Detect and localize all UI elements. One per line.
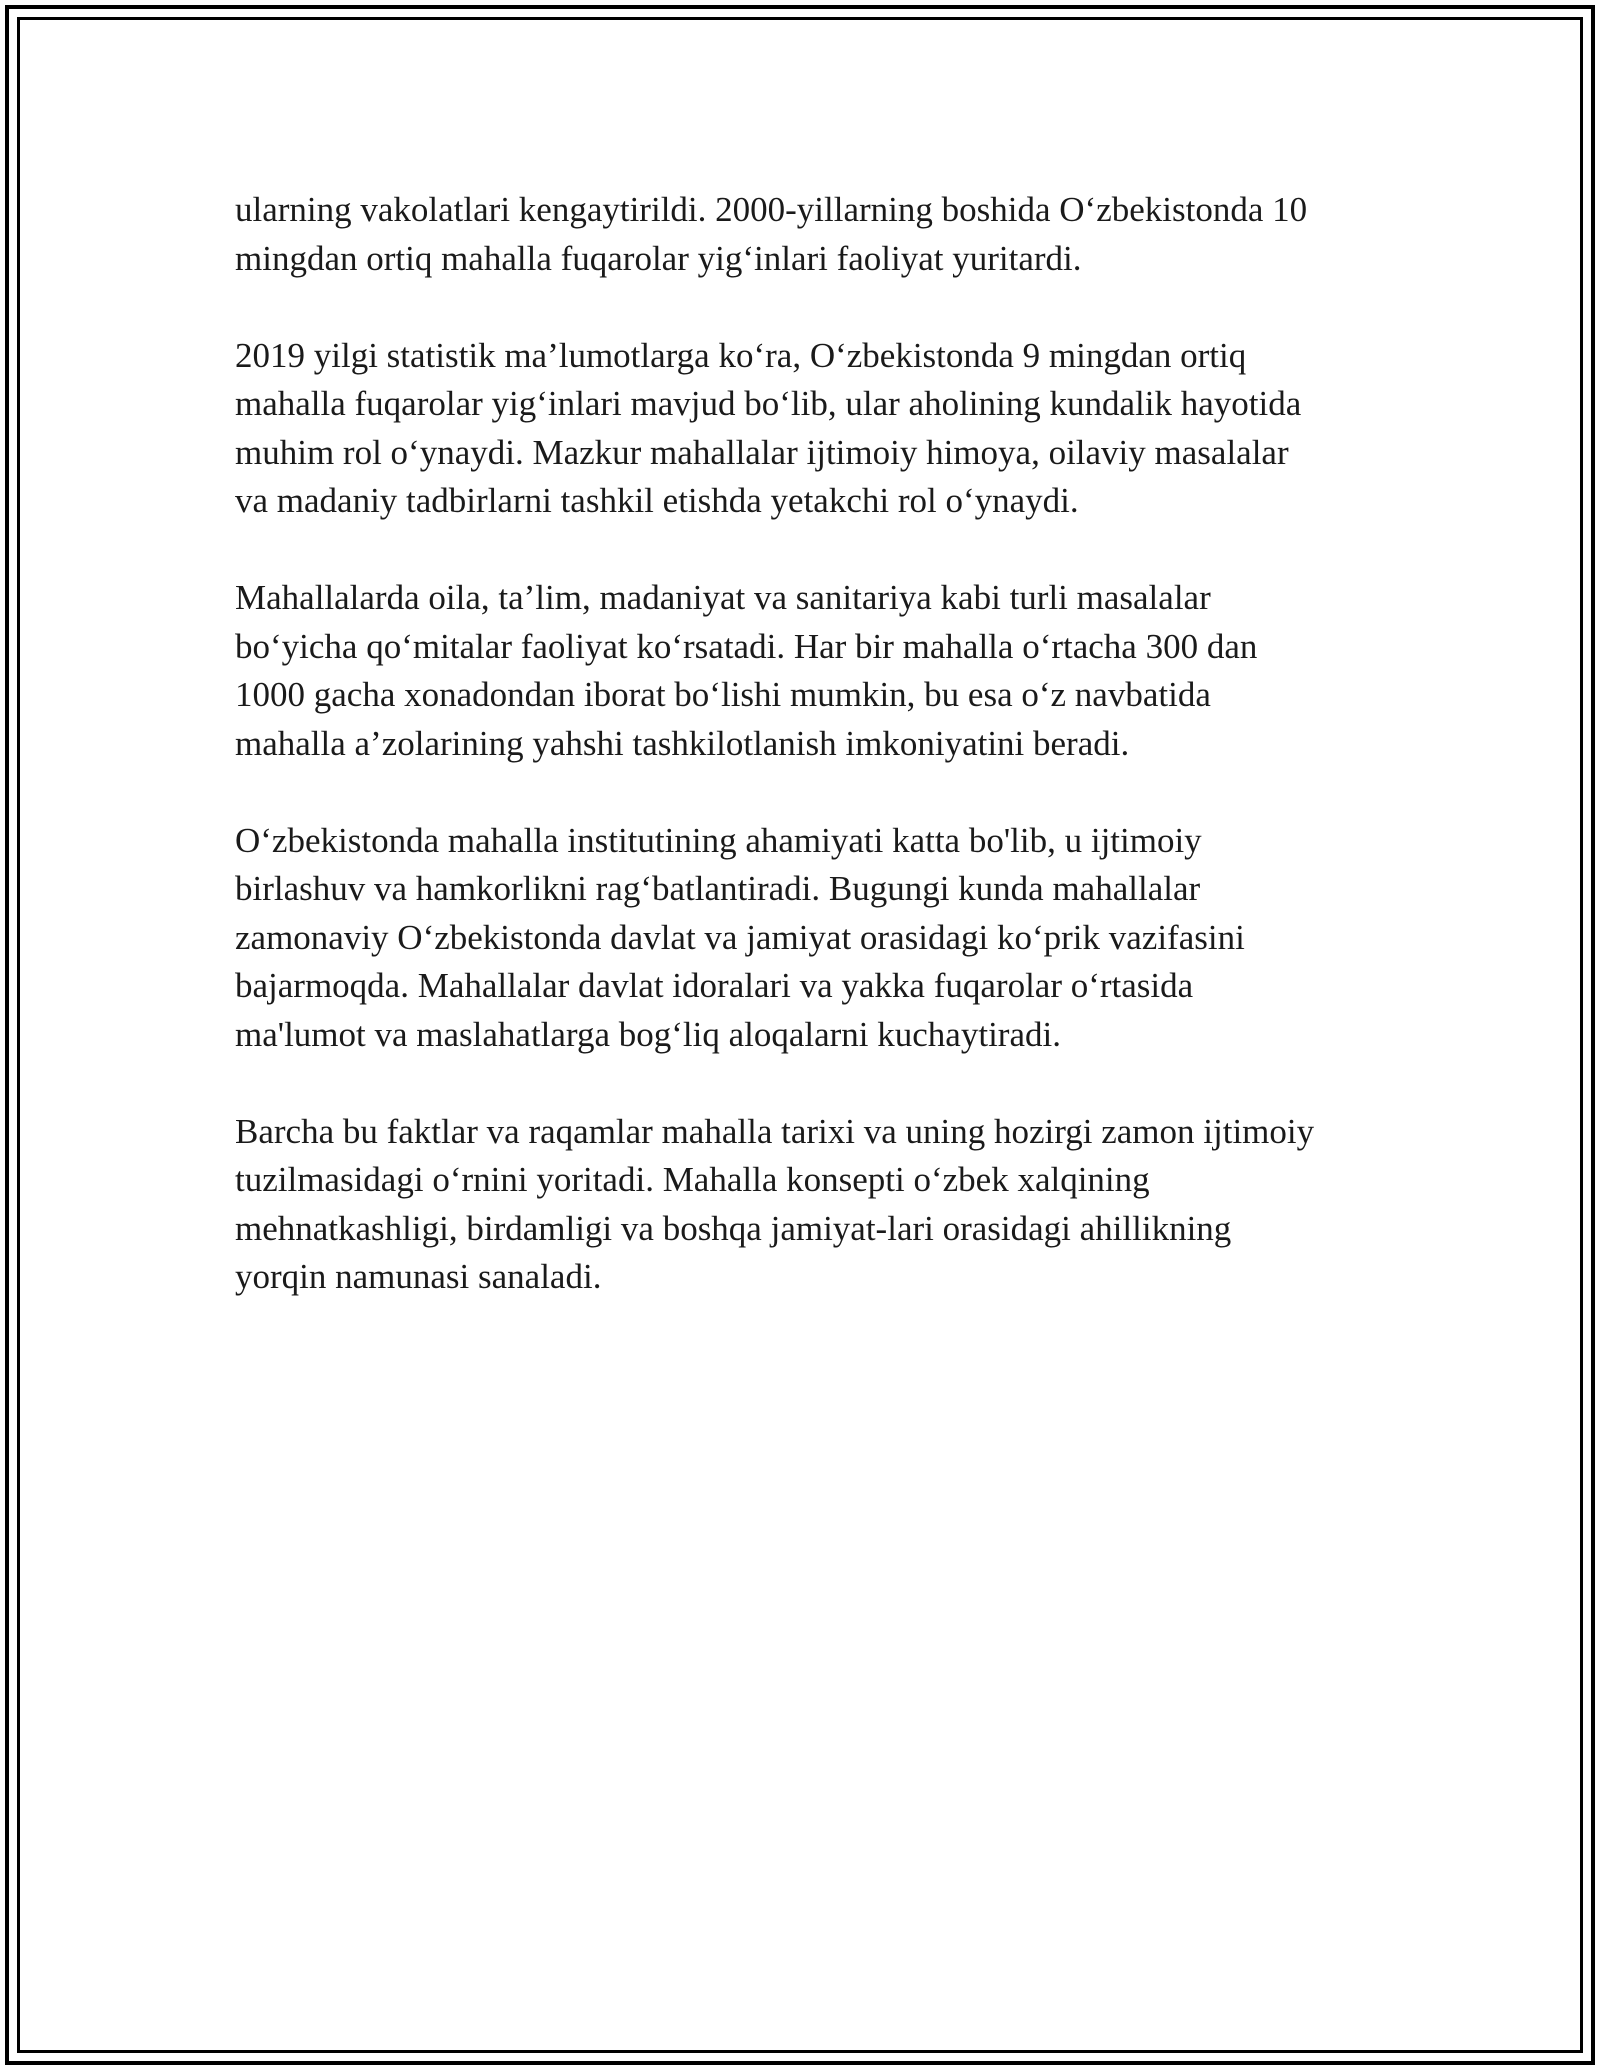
- text-line: O‘zbekistonda mahalla institutining ahamiyati katta bo'lib, u ijtimoiy: [235, 820, 1202, 860]
- paragraph-2: [235, 332, 1415, 526]
- text-line: mahalla fuqarolar yig‘inlari mavjud bo‘lib, ular aholining kundalik hayotida: [235, 384, 1302, 423]
- text-line: va madaniy tadbirlarni tashkil etishda yetakchi rol o‘ynaydi.: [235, 481, 1079, 520]
- text-line: tuzilmasidagi o‘rnini yoritadi. Mahalla konsepti o‘zbek xalqining: [235, 1160, 1150, 1199]
- text-line: muhim rol o‘ynaydi. Mazkur mahallalar ijtimoiy himoya, oilaviy masalalar: [235, 432, 1289, 472]
- document-body: [235, 186, 1415, 1350]
- paragraph-5: [235, 1108, 1415, 1302]
- paragraph-3: [235, 574, 1415, 768]
- text-line: birlashuv va hamkorlikni rag‘batlantiradi. Bugungi kunda mahallalar: [235, 869, 1201, 908]
- paragraph-1: [235, 186, 1415, 283]
- text-line: mingdan ortiq mahalla fuqarolar yig‘inlari faoliyat yuritardi.: [235, 238, 1082, 278]
- text-line: bo‘yicha qo‘mitalar faoliyat ko‘rsatadi. Har bir mahalla o‘rtacha 300 dan: [235, 626, 1258, 666]
- text-line: 2019 yilgi statistik ma’lumotlarga ko‘ra, O‘zbekistonda 9 mingdan ortiq: [235, 335, 1247, 375]
- paragraph-4: [235, 817, 1415, 1060]
- text-line: mehnatkashligi, birdamligi va boshqa jamiyat-lari orasidagi ahillikning: [235, 1208, 1232, 1248]
- text-line: 1000 gacha xonadondan iborat bo‘lishi mumkin, bu esa o‘z navbatida: [235, 675, 1211, 714]
- text-line: zamonaviy O‘zbekistonda davlat va jamiyat orasidagi ko‘prik vazifasini: [235, 917, 1245, 957]
- text-line: ma'lumot va maslahatlarga bog‘liq aloqalarni kuchaytiradi.: [235, 1014, 1061, 1054]
- text-line: Mahallalarda oila, ta’lim, madaniyat va sanitariya kabi turli masalalar: [235, 578, 1211, 617]
- text-line: yorqin namunasi sanaladi.: [235, 1257, 602, 1296]
- text-line: mahalla a’zolarining yahshi tashkilotlanish imkoniyatini beradi.: [235, 723, 1130, 763]
- text-line: Barcha bu faktlar va raqamlar mahalla tarixi va uning hozirgi zamon ijtimoiy: [235, 1111, 1315, 1151]
- text-line: ularning vakolatlari kengaytirildi. 2000-yillarning boshida O‘zbekistonda 10: [235, 190, 1308, 229]
- text-line: bajarmoqda. Mahallalar davlat idoralari va yakka fuqarolar o‘rtasida: [235, 966, 1194, 1005]
